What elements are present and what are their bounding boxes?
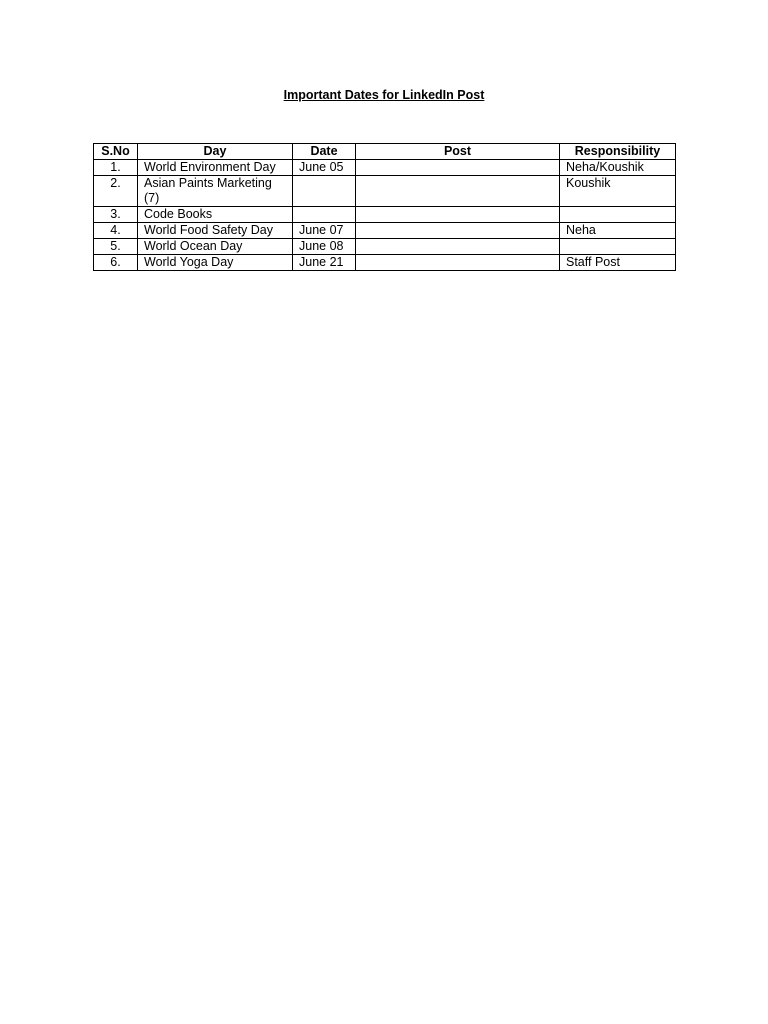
cell-sno: 2.: [94, 176, 138, 207]
table-row: [94, 223, 676, 239]
document-title: Important Dates for LinkedIn Post: [283, 88, 485, 102]
column-header-responsibility: Responsibility: [560, 144, 676, 160]
cell-date: June 07: [293, 223, 356, 239]
cell-date: June 21: [293, 255, 356, 271]
table-row: [94, 176, 676, 207]
cell-post: [356, 160, 560, 176]
cell-post: [356, 223, 560, 239]
cell-sno: 6.: [94, 255, 138, 271]
table-row: [94, 207, 676, 223]
cell-date: [293, 176, 356, 207]
cell-day: World Environment Day: [138, 160, 293, 176]
column-header-date: Date: [293, 144, 356, 160]
table-row: [94, 160, 676, 176]
table-row: [94, 255, 676, 271]
cell-sno: 1.: [94, 160, 138, 176]
cell-sno: 5.: [94, 239, 138, 255]
cell-date: [293, 207, 356, 223]
table-row: [94, 239, 676, 255]
column-header-sno: S.No: [94, 144, 138, 160]
cell-day: World Ocean Day: [138, 239, 293, 255]
cell-post: [356, 255, 560, 271]
cell-post: [356, 176, 560, 207]
cell-responsibility: [560, 207, 676, 223]
cell-date: June 05: [293, 160, 356, 176]
cell-responsibility: Neha/Koushik: [560, 160, 676, 176]
cell-responsibility: Staff Post: [560, 255, 676, 271]
cell-date: June 08: [293, 239, 356, 255]
cell-sno: 4.: [94, 223, 138, 239]
table-header-row: [94, 144, 676, 160]
column-header-post: Post: [356, 144, 560, 160]
cell-sno: 3.: [94, 207, 138, 223]
cell-responsibility: Neha: [560, 223, 676, 239]
cell-day: World Yoga Day: [138, 255, 293, 271]
column-header-day: Day: [138, 144, 293, 160]
important-dates-table: [93, 143, 676, 271]
cell-day: Asian Paints Marketing (7): [138, 176, 293, 207]
cell-day: Code Books: [138, 207, 293, 223]
cell-responsibility: Koushik: [560, 176, 676, 207]
cell-responsibility: [560, 239, 676, 255]
cell-post: [356, 239, 560, 255]
cell-day: World Food Safety Day: [138, 223, 293, 239]
cell-post: [356, 207, 560, 223]
